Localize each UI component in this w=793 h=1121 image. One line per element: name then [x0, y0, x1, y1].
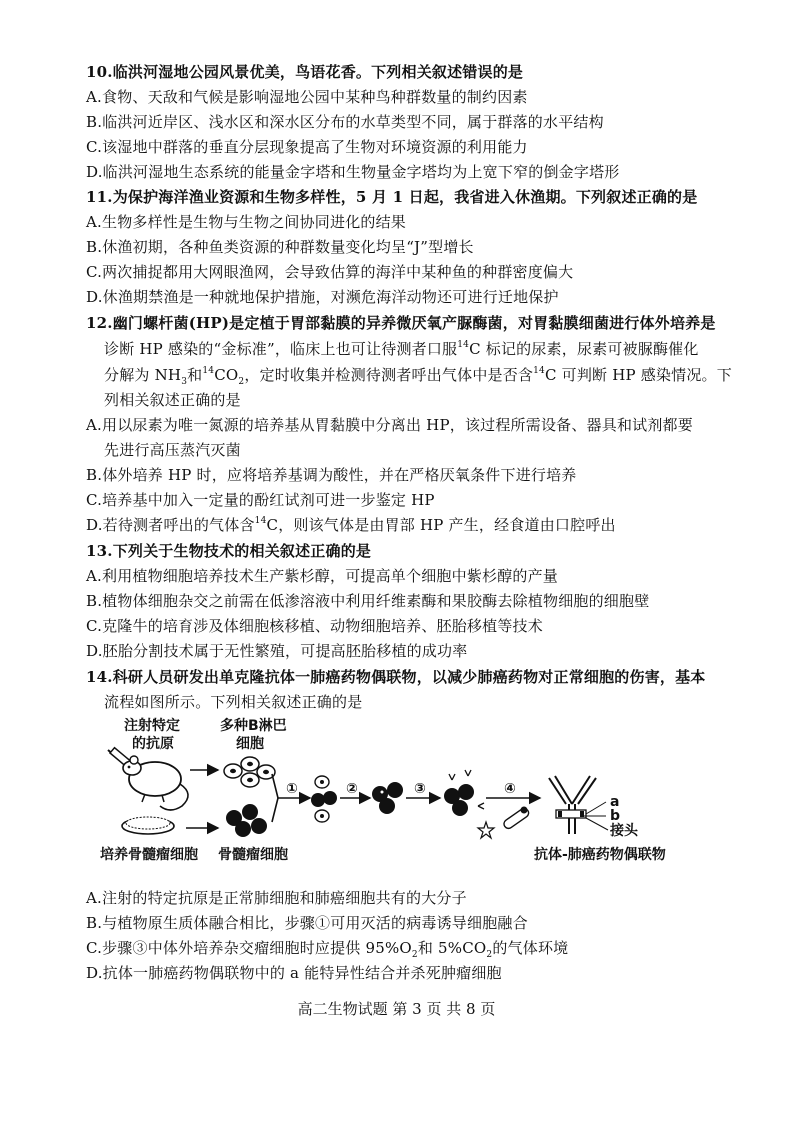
- b-lymphocytes-icon: [224, 757, 275, 787]
- label-bcell-line1: 多种B淋巴: [220, 718, 287, 734]
- drug-star-icon: [478, 822, 494, 838]
- label-bcell-line2: 细胞: [236, 736, 264, 752]
- q12-stem-line1: 12.幽门螺杆菌(HP)是定植于胃部黏膜的异养微厌氧产脲酶菌，对胃黏膜细菌进行体外培养是: [86, 314, 716, 332]
- co2-subscript: 2: [486, 950, 493, 960]
- q13-stem: 13.下列关于生物技术的相关叙述正确的是: [86, 542, 372, 560]
- q12-stem-line2: [104, 339, 699, 359]
- q11-option-b: B.休渔初期，各种鱼类资源的种群数量变化均呈“J”型增长: [86, 238, 474, 256]
- antibody-conjugate-icon: [549, 776, 608, 834]
- label-antigen-line2: 的抗原: [132, 736, 174, 752]
- label-antigen-line1: 注射特定: [124, 718, 180, 734]
- antibody-secreting-cells-icon: [444, 770, 484, 816]
- q14-option-b: B.与植物原生质体融合相比，步骤①可用灭活的病毒诱导细胞融合: [86, 914, 528, 932]
- q10-option-d: D.临洪河湿地生态系统的能量金字塔和生物量金字塔均为上宽下窄的倒金字塔形: [86, 163, 620, 181]
- q12-option-d-text-a: D.若待测者呼出的气体含: [86, 516, 255, 534]
- q12-stem-line3: [104, 365, 732, 385]
- q12-option-c: C.培养基中加入一定量的酚红试剂可进一步鉴定 HP: [86, 491, 435, 509]
- q11-option-c: C.两次捕捉都用大网眼渔网，会导致估算的海洋中某种鱼的种群密度偏大: [86, 263, 574, 281]
- q12-option-a-line2: 先进行高压蒸汽灭菌: [104, 441, 241, 459]
- q12-stem3-text-d: ，定时收集并检测待测者呼出气体中是否含: [244, 366, 534, 384]
- isotope-superscript: 14: [533, 366, 545, 376]
- q12-stem3-text-a: 分解为 NH: [104, 366, 182, 384]
- q14-option-c: [86, 938, 568, 958]
- q10-stem: 10.临洪河湿地公园风景优美，鸟语花香。下列相关叙述错误的是: [86, 63, 524, 81]
- q14-option-c-text-b: 和 5%CO: [417, 939, 487, 957]
- hybridoma-cells-icon: [372, 782, 403, 814]
- label-linker: 接头: [610, 823, 638, 839]
- antibody-drug-conjugate-flow-diagram: [100, 714, 700, 874]
- mouse-icon: [123, 756, 188, 810]
- co2-subscript: 2: [238, 377, 245, 387]
- q12-option-d: [86, 515, 616, 535]
- label-myeloma: 骨髓瘤细胞: [218, 847, 288, 863]
- q14-stem-line1: 14.科研人员研发出单克隆抗体一肺癌药物偶联物，以减少肺癌药物对正常细胞的伤害，基本: [86, 668, 706, 686]
- q12-stem3-text-c: CO: [214, 366, 239, 384]
- q11-stem: 11.为保护海洋渔业资源和生物多样性，5 月 1 日起，我省进入休渔期。下列叙述正确的是: [86, 188, 698, 206]
- q13-option-c: C.克隆牛的培育涉及体细胞核移植、动物细胞培养、胚胎移植等技术: [86, 617, 543, 635]
- q14-stem-line2: 流程如图所示。下列相关叙述正确的是: [104, 693, 363, 711]
- isotope-superscript: 14: [457, 340, 470, 350]
- q12-stem-line4: 列相关叙述正确的是: [104, 391, 241, 409]
- step-1-label: ①: [286, 781, 298, 797]
- label-a: a: [610, 794, 620, 810]
- q12-option-d-text-b: C，则该气体是由胃部 HP 产生，经食道由口腔呼出: [266, 516, 616, 534]
- merge-bracket: [272, 774, 278, 822]
- q11-option-d: D.休渔期禁渔是一种就地保护措施，对濒危海洋动物还可进行迁地保护: [86, 288, 559, 306]
- petri-dish-icon: [122, 817, 174, 834]
- q12-option-a-line1: A.用以尿素为唯一氮源的培养基从胃黏膜中分离出 HP，该过程所需设备、器具和试剂都要: [86, 416, 693, 434]
- isotope-superscript: 14: [202, 366, 215, 376]
- isotope-superscript: 14: [254, 516, 267, 526]
- q14-option-c-text-c: 的气体环境: [492, 939, 569, 957]
- q14-option-c-text-a: C.步骤③中体外培养杂交瘤细胞时应提供 95%O: [86, 939, 412, 957]
- q10-option-a: A.食物、天敌和气候是影响湿地公园中某种鸟种群数量的制约因素: [86, 88, 528, 106]
- label-b: b: [610, 808, 621, 824]
- q12-option-b: B.体外培养 HP 时，应将培养基调为酸性，并在严格厌氧条件下进行培养: [86, 466, 577, 484]
- linker-capsule-icon: [502, 807, 530, 831]
- q14-option-a: A.注射的特定抗原是正常肺细胞和肺癌细胞共有的大分子: [86, 889, 467, 907]
- q13-option-b: B.植物体细胞杂交之前需在低渗溶液中利用纤维素酶和果胶酶去除植物细胞的细胞壁: [86, 592, 650, 610]
- o2-subscript: 2: [411, 950, 418, 960]
- step-3-label: ③: [414, 781, 426, 797]
- q13-option-d: D.胚胎分割技术属于无性繁殖，可提高胚胎移植的成功率: [86, 642, 468, 660]
- q13-option-a: A.利用植物细胞培养技术生产紫杉醇，可提高单个细胞中紫杉醇的产量: [86, 567, 559, 585]
- nh3-subscript: 3: [181, 377, 188, 387]
- page-footer: 高二生物试题 第 3 页 共 8 页: [297, 1000, 496, 1018]
- step-2-label: ②: [346, 781, 358, 797]
- step-4-label: ④: [504, 781, 516, 797]
- label-culture-myeloma: 培养骨髓瘤细胞: [100, 847, 198, 863]
- q10-option-b: B.临洪河近岸区、浅水区和深水区分布的水草类型不同，属于群落的水平结构: [86, 113, 604, 131]
- q10-option-c: C.该湿地中群落的垂直分层现象提高了生物对环境资源的利用能力: [86, 138, 528, 156]
- label-conjugate: 抗体-肺癌药物偶联物: [534, 847, 666, 863]
- q14-option-d: D.抗体一肺癌药物偶联物中的 a 能特异性结合并杀死肿瘤细胞: [86, 964, 502, 982]
- q12-stem3-text-e: C 可判断 HP 感染情况。下: [544, 366, 732, 384]
- myeloma-cells-icon: [226, 804, 267, 837]
- q12-stem2-text-a: 诊断 HP 感染的“金标准”，临床上也可让待测者口服: [104, 340, 458, 358]
- flow-diagram-svg: [100, 714, 700, 874]
- q11-option-a: A.生物多样性是生物与生物之间协同进化的结果: [86, 213, 407, 231]
- fused-cells-icon: [311, 776, 337, 822]
- q12-stem2-text-b: C 标记的尿素，尿素可被脲酶催化: [469, 340, 699, 358]
- q12-stem3-text-b: 和: [187, 366, 203, 384]
